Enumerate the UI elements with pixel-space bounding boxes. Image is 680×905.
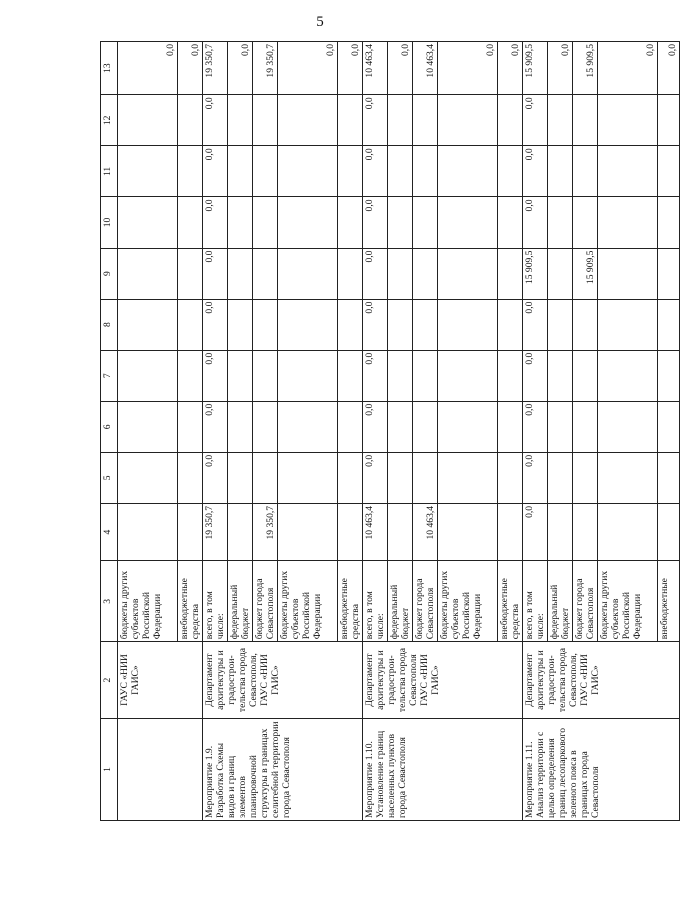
amount-cell: 0,0	[178, 42, 203, 95]
column-number: 2	[101, 642, 118, 719]
amount-cell: 0,0	[363, 401, 388, 452]
amount-cell: 0,0	[363, 197, 388, 248]
amount-cell	[178, 350, 203, 401]
amount-cell: 0,0	[118, 42, 178, 95]
amount-cell	[278, 401, 338, 452]
funding-source-cell: бюджеты других субъектов Российской Федерации	[598, 561, 658, 642]
amount-cell	[118, 299, 178, 350]
amount-cell	[658, 299, 680, 350]
column-number: 8	[101, 299, 118, 350]
amount-cell: 0,0	[228, 42, 253, 95]
funding-source-cell: федеральный бюджет	[548, 561, 573, 642]
amount-cell	[573, 401, 598, 452]
amount-cell	[598, 503, 658, 560]
amount-cell	[598, 401, 658, 452]
amount-cell	[228, 503, 253, 560]
amount-cell	[228, 95, 253, 146]
amount-cell	[178, 146, 203, 197]
amount-cell	[658, 452, 680, 503]
amount-cell	[548, 401, 573, 452]
amount-cell	[413, 401, 438, 452]
funding-source-cell: бюджет города Севастополя	[413, 561, 438, 642]
amount-cell	[438, 350, 498, 401]
amount-cell	[278, 146, 338, 197]
amount-cell: 19 350,7	[203, 503, 228, 560]
amount-cell	[253, 248, 278, 299]
amount-cell	[573, 503, 598, 560]
table-row	[523, 42, 548, 821]
amount-cell: 0,0	[203, 401, 228, 452]
amount-cell	[498, 299, 523, 350]
funding-source-cell: всего, в том числе:	[523, 561, 548, 642]
amount-cell	[118, 146, 178, 197]
amount-cell: 0,0	[523, 350, 548, 401]
column-number: 6	[101, 401, 118, 452]
amount-cell: 15 909,5	[523, 248, 548, 299]
amount-cell	[598, 146, 658, 197]
amount-cell	[413, 248, 438, 299]
column-number: 3	[101, 561, 118, 642]
amount-cell	[413, 95, 438, 146]
amount-cell	[573, 197, 598, 248]
amount-cell	[278, 350, 338, 401]
amount-cell	[658, 248, 680, 299]
amount-cell	[118, 248, 178, 299]
funding-source-cell: бюджет города Севастополя	[253, 561, 278, 642]
table-row	[118, 42, 178, 821]
amount-cell	[118, 197, 178, 248]
amount-cell	[658, 350, 680, 401]
amount-cell	[438, 197, 498, 248]
amount-cell: 0,0	[203, 197, 228, 248]
amount-cell: 0,0	[523, 503, 548, 560]
amount-cell	[178, 401, 203, 452]
amount-cell: 0,0	[363, 452, 388, 503]
amount-cell	[438, 248, 498, 299]
measure-title-cell: Мероприятие 1.10. Установление границ населенных пунктов города Севастополя	[363, 718, 523, 820]
amount-cell: 0,0	[523, 146, 548, 197]
rotated-table-viewport	[100, 41, 678, 821]
funding-source-cell: федеральный бюджет	[388, 561, 413, 642]
amount-cell	[118, 350, 178, 401]
amount-cell	[253, 146, 278, 197]
amount-cell	[228, 146, 253, 197]
column-number: 12	[101, 95, 118, 146]
amount-cell	[388, 197, 413, 248]
amount-cell	[548, 248, 573, 299]
amount-cell: 10 463,4	[363, 42, 388, 95]
amount-cell	[228, 401, 253, 452]
amount-cell	[338, 503, 363, 560]
column-number: 5	[101, 452, 118, 503]
amount-cell	[388, 350, 413, 401]
amount-cell	[278, 503, 338, 560]
funding-source-cell: всего, в том числе:	[203, 561, 228, 642]
amount-cell	[573, 452, 598, 503]
amount-cell: 15 909,5	[573, 248, 598, 299]
amount-cell	[598, 452, 658, 503]
amount-cell	[338, 146, 363, 197]
amount-cell	[413, 146, 438, 197]
amount-cell	[658, 95, 680, 146]
funding-source-cell: внебюджетные средства	[498, 561, 523, 642]
funding-source-cell: бюджет города Севастополя	[573, 561, 598, 642]
amount-cell: 0,0	[203, 248, 228, 299]
amount-cell	[498, 248, 523, 299]
amount-cell	[338, 350, 363, 401]
amount-cell: 0,0	[658, 42, 680, 95]
amount-cell	[278, 95, 338, 146]
amount-cell: 0,0	[363, 146, 388, 197]
amount-cell	[598, 299, 658, 350]
amount-cell	[598, 248, 658, 299]
amount-cell	[413, 197, 438, 248]
amount-cell	[598, 197, 658, 248]
amount-cell	[228, 350, 253, 401]
amount-cell: 0,0	[548, 42, 573, 95]
amount-cell	[548, 452, 573, 503]
measure-title-cell: Мероприятие 1.9. Разработка Схемы видов и границ элементов планировочной структуры в границах селитебной территории города Севастополя	[203, 718, 363, 820]
rotated-table-container	[100, 41, 678, 821]
amount-cell	[573, 146, 598, 197]
amount-cell	[498, 197, 523, 248]
column-number: 13	[101, 42, 118, 95]
column-number: 4	[101, 503, 118, 560]
amount-cell: 0,0	[363, 95, 388, 146]
amount-cell	[658, 401, 680, 452]
amount-cell	[438, 146, 498, 197]
amount-cell: 0,0	[338, 42, 363, 95]
amount-cell	[228, 299, 253, 350]
column-number: 10	[101, 197, 118, 248]
amount-cell	[338, 452, 363, 503]
amount-cell	[498, 503, 523, 560]
amount-cell	[658, 146, 680, 197]
amount-cell	[118, 503, 178, 560]
amount-cell	[658, 503, 680, 560]
amount-cell: 19 350,7	[253, 503, 278, 560]
amount-cell	[228, 197, 253, 248]
table-row	[203, 42, 228, 821]
amount-cell	[573, 350, 598, 401]
amount-cell	[438, 299, 498, 350]
funding-source-cell: внебюджетные	[658, 561, 680, 642]
amount-cell	[178, 503, 203, 560]
amount-cell: 0,0	[523, 452, 548, 503]
executor-cell: ГАУС «НИИ ГАИС»	[118, 642, 203, 719]
funding-table	[100, 41, 680, 821]
amount-cell	[178, 95, 203, 146]
amount-cell	[498, 452, 523, 503]
amount-cell	[413, 299, 438, 350]
amount-cell: 0,0	[498, 42, 523, 95]
amount-cell: 10 463,4	[413, 503, 438, 560]
table-body	[101, 42, 680, 821]
amount-cell: 15 909,5	[523, 42, 548, 95]
executor-cell: Департамент архитектуры и градострои-тельства города Севастополя, ГАУС «НИИ ГАИС»	[203, 642, 363, 719]
funding-source-cell: федеральный бюджет	[228, 561, 253, 642]
column-number: 7	[101, 350, 118, 401]
amount-cell	[338, 401, 363, 452]
funding-source-cell: всего, в том числе:	[363, 561, 388, 642]
page-number: 5	[316, 14, 324, 30]
amount-cell	[253, 197, 278, 248]
amount-cell	[388, 95, 413, 146]
amount-cell	[548, 146, 573, 197]
amount-cell: 0,0	[278, 42, 338, 95]
amount-cell	[598, 350, 658, 401]
amount-cell: 19 350,7	[203, 42, 228, 95]
table-row	[363, 42, 388, 821]
amount-cell	[548, 197, 573, 248]
amount-cell: 0,0	[363, 299, 388, 350]
amount-cell: 15 909,5	[573, 42, 598, 95]
measure-title-cell: Мероприятие 1.11. Анализ территории с целью определения границ лесопаркового зеленого пояса в границах города Севастополя	[523, 718, 680, 820]
amount-cell	[118, 95, 178, 146]
amount-cell	[548, 299, 573, 350]
amount-cell	[178, 248, 203, 299]
amount-cell: 0,0	[203, 95, 228, 146]
amount-cell	[388, 401, 413, 452]
amount-cell: 19 350,7	[253, 42, 278, 95]
amount-cell	[388, 248, 413, 299]
column-number-row	[101, 42, 118, 821]
amount-cell: 0,0	[523, 197, 548, 248]
amount-cell	[498, 95, 523, 146]
amount-cell	[438, 452, 498, 503]
funding-source-cell: бюджеты других субъектов Российской Федерации	[118, 561, 178, 642]
column-number: 1	[101, 718, 118, 820]
amount-cell	[253, 452, 278, 503]
amount-cell	[338, 197, 363, 248]
executor-cell: Департамент архитектуры и градострои-тельства города Севастополя, ГАУС «НИИ ГАИС»	[523, 642, 680, 719]
amount-cell	[388, 146, 413, 197]
amount-cell	[388, 452, 413, 503]
amount-cell: 0,0	[438, 42, 498, 95]
amount-cell	[573, 299, 598, 350]
amount-cell: 0,0	[363, 350, 388, 401]
amount-cell	[118, 452, 178, 503]
amount-cell: 0,0	[523, 95, 548, 146]
amount-cell: 0,0	[203, 299, 228, 350]
amount-cell: 10 463,4	[413, 42, 438, 95]
amount-cell: 0,0	[598, 42, 658, 95]
amount-cell	[573, 95, 598, 146]
amount-cell: 0,0	[523, 299, 548, 350]
amount-cell	[658, 197, 680, 248]
amount-cell	[278, 248, 338, 299]
amount-cell: 10 463,4	[363, 503, 388, 560]
amount-cell: 0,0	[388, 42, 413, 95]
amount-cell	[228, 248, 253, 299]
amount-cell	[548, 350, 573, 401]
amount-cell	[388, 299, 413, 350]
amount-cell	[228, 452, 253, 503]
amount-cell	[338, 248, 363, 299]
amount-cell: 0,0	[203, 350, 228, 401]
amount-cell	[438, 95, 498, 146]
amount-cell	[548, 95, 573, 146]
amount-cell	[253, 350, 278, 401]
column-number: 11	[101, 146, 118, 197]
amount-cell	[253, 401, 278, 452]
amount-cell	[548, 503, 573, 560]
amount-cell	[278, 197, 338, 248]
amount-cell: 0,0	[203, 452, 228, 503]
column-number: 9	[101, 248, 118, 299]
funding-source-cell: внебюджетные средства	[178, 561, 203, 642]
amount-cell	[413, 452, 438, 503]
funding-source-cell: бюджеты других субъектов Российской Федерации	[278, 561, 338, 642]
amount-cell	[118, 401, 178, 452]
amount-cell	[253, 95, 278, 146]
amount-cell: 0,0	[363, 248, 388, 299]
amount-cell	[388, 503, 413, 560]
funding-source-cell: внебюджетные средства	[338, 561, 363, 642]
amount-cell	[498, 146, 523, 197]
amount-cell	[438, 401, 498, 452]
executor-cell: Департамент архитектуры и градострои-тельства города Севастополя ГАУС «НИИ ГАИС»	[363, 642, 523, 719]
amount-cell	[498, 350, 523, 401]
amount-cell	[178, 452, 203, 503]
funding-source-cell: бюджеты других субъектов Российской Федерации	[438, 561, 498, 642]
amount-cell	[413, 350, 438, 401]
amount-cell	[498, 401, 523, 452]
amount-cell: 0,0	[523, 401, 548, 452]
amount-cell	[278, 452, 338, 503]
amount-cell: 0,0	[203, 146, 228, 197]
amount-cell	[438, 503, 498, 560]
amount-cell	[598, 95, 658, 146]
amount-cell	[178, 197, 203, 248]
amount-cell	[178, 299, 203, 350]
amount-cell	[338, 299, 363, 350]
amount-cell	[278, 299, 338, 350]
continued-measure-cell	[118, 718, 203, 820]
amount-cell	[338, 95, 363, 146]
amount-cell	[253, 299, 278, 350]
